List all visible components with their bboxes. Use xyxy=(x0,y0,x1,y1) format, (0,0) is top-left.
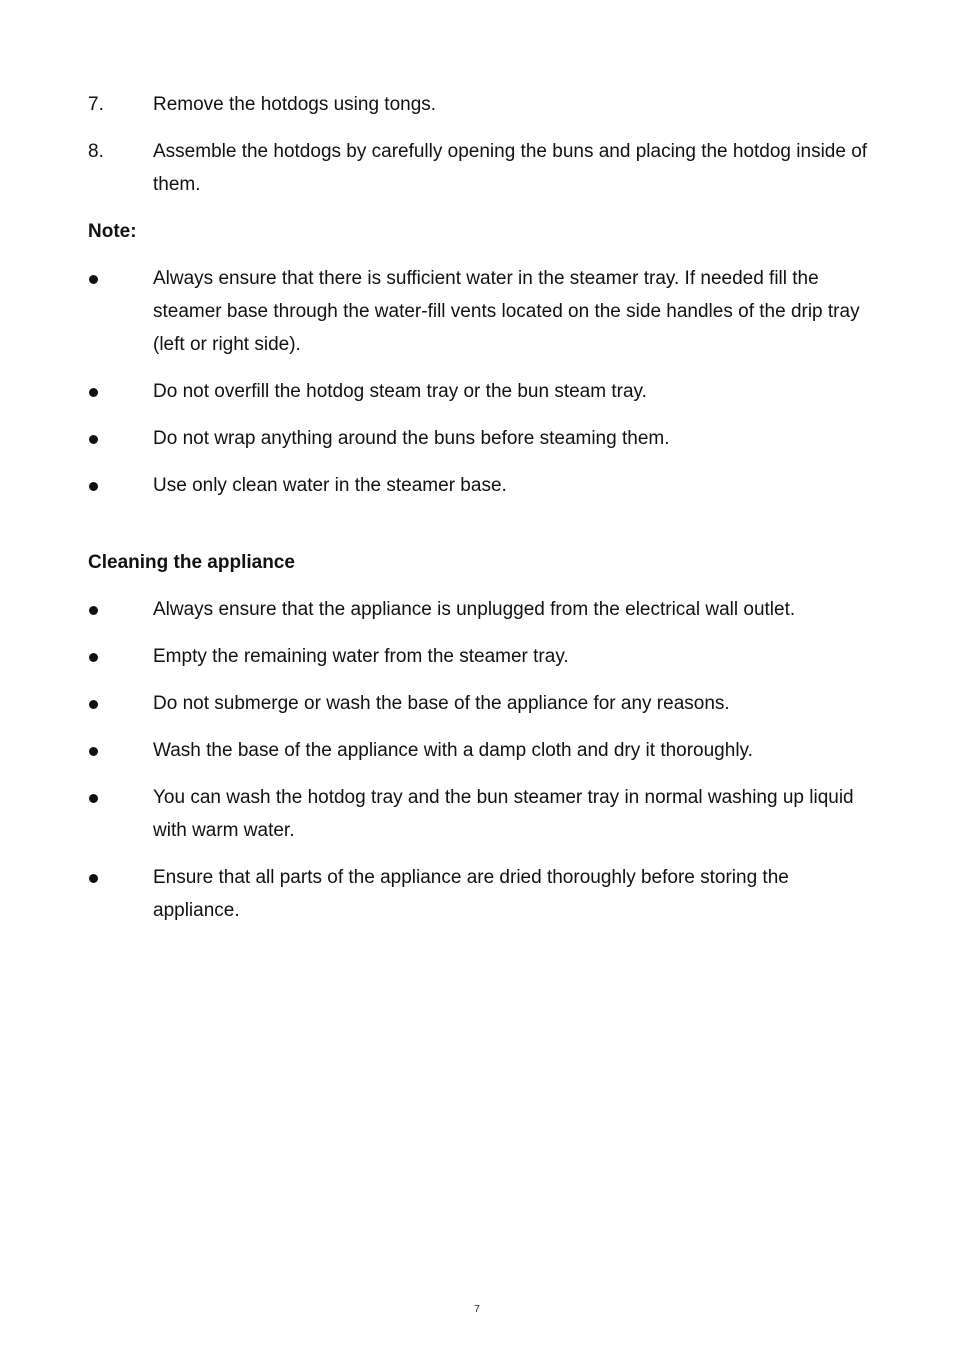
cleaning-item xyxy=(88,734,868,767)
page-number: 7 xyxy=(474,1304,480,1315)
cleaning-item xyxy=(88,861,868,927)
note-item xyxy=(88,262,868,361)
step-text: Assemble the hotdogs by carefully opening the buns and placing the hotdog inside of them. xyxy=(153,141,868,195)
note-text: Do not overfill the hotdog steam tray or the bun steam tray. xyxy=(153,381,647,402)
bullet-icon xyxy=(89,606,98,615)
cleaning-heading: Cleaning the appliance xyxy=(88,552,295,573)
step-number: 7. xyxy=(88,94,104,115)
bullet-icon xyxy=(89,435,98,444)
bullet-icon xyxy=(89,700,98,709)
bullet-icon xyxy=(89,874,98,883)
bullet-icon xyxy=(89,794,98,803)
section-spacer xyxy=(88,516,868,546)
bullet-icon xyxy=(89,482,98,491)
bullet-icon xyxy=(89,653,98,662)
cleaning-text: Always ensure that the appliance is unplugged from the electrical wall outlet. xyxy=(153,599,796,620)
cleaning-item xyxy=(88,781,868,847)
bullet-icon xyxy=(89,388,98,397)
note-item xyxy=(88,375,868,408)
step-item xyxy=(88,135,868,201)
cleaning-text: Wash the base of the appliance with a damp cloth and dry it thoroughly. xyxy=(153,740,753,761)
cleaning-item xyxy=(88,687,868,720)
cleaning-text: Ensure that all parts of the appliance are dried thoroughly before storing the appliance. xyxy=(153,867,789,921)
cleaning-item xyxy=(88,593,868,626)
step-item xyxy=(88,88,868,121)
note-heading: Note: xyxy=(88,221,137,242)
note-text: Use only clean water in the steamer base. xyxy=(153,475,507,496)
note-item xyxy=(88,422,868,455)
bullet-icon xyxy=(89,747,98,756)
note-text: Always ensure that there is sufficient water in the steamer tray. If needed fill the steamer base through the water-fill vents located on the side handles of the drip tray (left or right side). xyxy=(153,268,860,355)
page-content xyxy=(88,88,868,941)
cleaning-item xyxy=(88,640,868,673)
cleaning-text: Empty the remaining water from the steamer tray. xyxy=(153,646,569,667)
note-item xyxy=(88,469,868,502)
bullet-icon xyxy=(89,275,98,284)
step-text: Remove the hotdogs using tongs. xyxy=(153,94,437,115)
note-text: Do not wrap anything around the buns before steaming them. xyxy=(153,428,670,449)
step-number: 8. xyxy=(88,141,104,162)
cleaning-text: Do not submerge or wash the base of the appliance for any reasons. xyxy=(153,693,730,714)
cleaning-text: You can wash the hotdog tray and the bun steamer tray in normal washing up liquid with warm water. xyxy=(153,787,854,841)
